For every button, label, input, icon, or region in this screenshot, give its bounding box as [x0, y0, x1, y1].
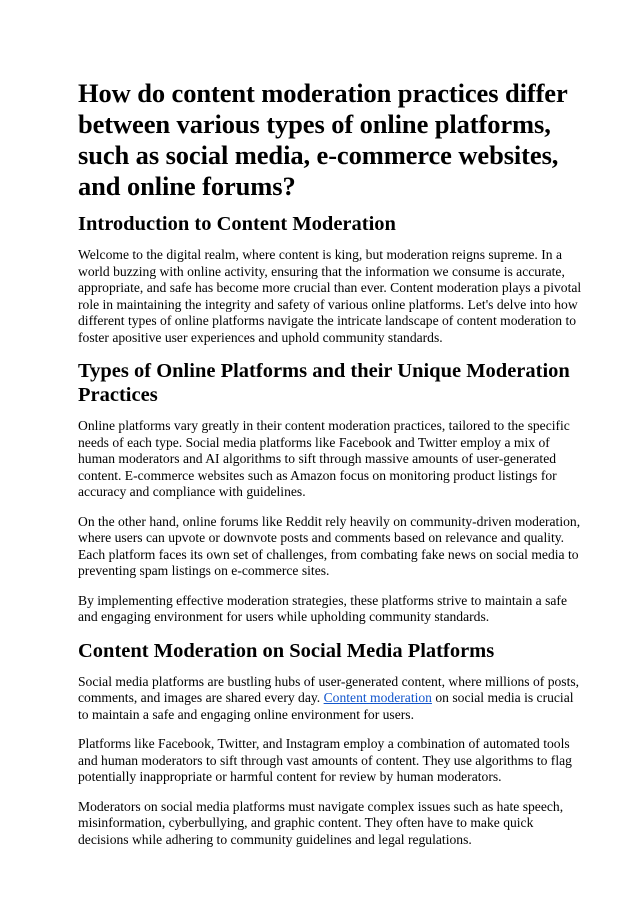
paragraph-with-link	[78, 674, 582, 724]
paragraph-text: on social media is crucial to maintain a safe and engaging online environment for users.	[78, 690, 574, 722]
paragraph: Platforms like Facebook, Twitter, and Instagram employ a combination of automated tools and human moderators to sift through vast amounts of content. They use algorithms to flag potentially inappropriate or harmful content for review by human moderators.	[78, 736, 572, 784]
paragraph: Online platforms vary greatly in their content moderation practices, tailored to the specific needs of each type. Social media platforms like Facebook and Twitter employ a mix of human moderators and AI algorithms to sift through massive amounts of user-generated content. E-commerce websites such as Amazon focus on monitoring product listings for accuracy and compliance with guidelines.	[78, 418, 570, 499]
paragraph: By implementing effective moderation strategies, these platforms strive to maintain a safe and engaging environment for users while upholding community standards.	[78, 592, 567, 624]
section-heading-introduction: Introduction to Content Moderation	[78, 213, 396, 235]
paragraph-text: Social media platforms are bustling hubs of user-generated content, where millions of posts, comments, and images are shared every day.	[78, 673, 580, 705]
paragraph: Moderators on social media platforms must navigate complex issues such as hate speech, misinformation, cyberbullying, and graphic content. They often have to make quick decisions while adhering to community guidelines and legal regulations.	[78, 798, 564, 847]
paragraph: On the other hand, online forums like Reddit rely heavily on community-driven moderation, where users can upvote or downvote posts and comments based on relevance and quality. Each platform faces its own set of challenges, from combating fake news on social media to preventing spam listings on e-commerce sites.	[78, 513, 581, 578]
document-title: How do content moderation practices differ between various types of online platforms, such as social media, e-commerce websites, and online forums?	[78, 78, 568, 201]
section-heading-platform-types: Types of Online Platforms and their Unique Moderation Practices	[78, 360, 570, 406]
content-moderation-link[interactable]: Content moderation	[323, 690, 432, 705]
section-heading-social-media: Content Moderation on Social Media Platforms	[78, 639, 495, 662]
paragraph: Welcome to the digital realm, where content is king, but moderation reigns supreme. In a world buzzing with online activity, ensuring that the information we consume is accurate, appropriate, and safe has become more crucial than ever. Content moderation plays a pivotal role in maintaining the integrity and safety of various online platforms. Let's delve into how different types of online platforms navigate the intricate landscape of content moderation to foster apositive user experiences and uphold community standards.	[78, 247, 582, 345]
